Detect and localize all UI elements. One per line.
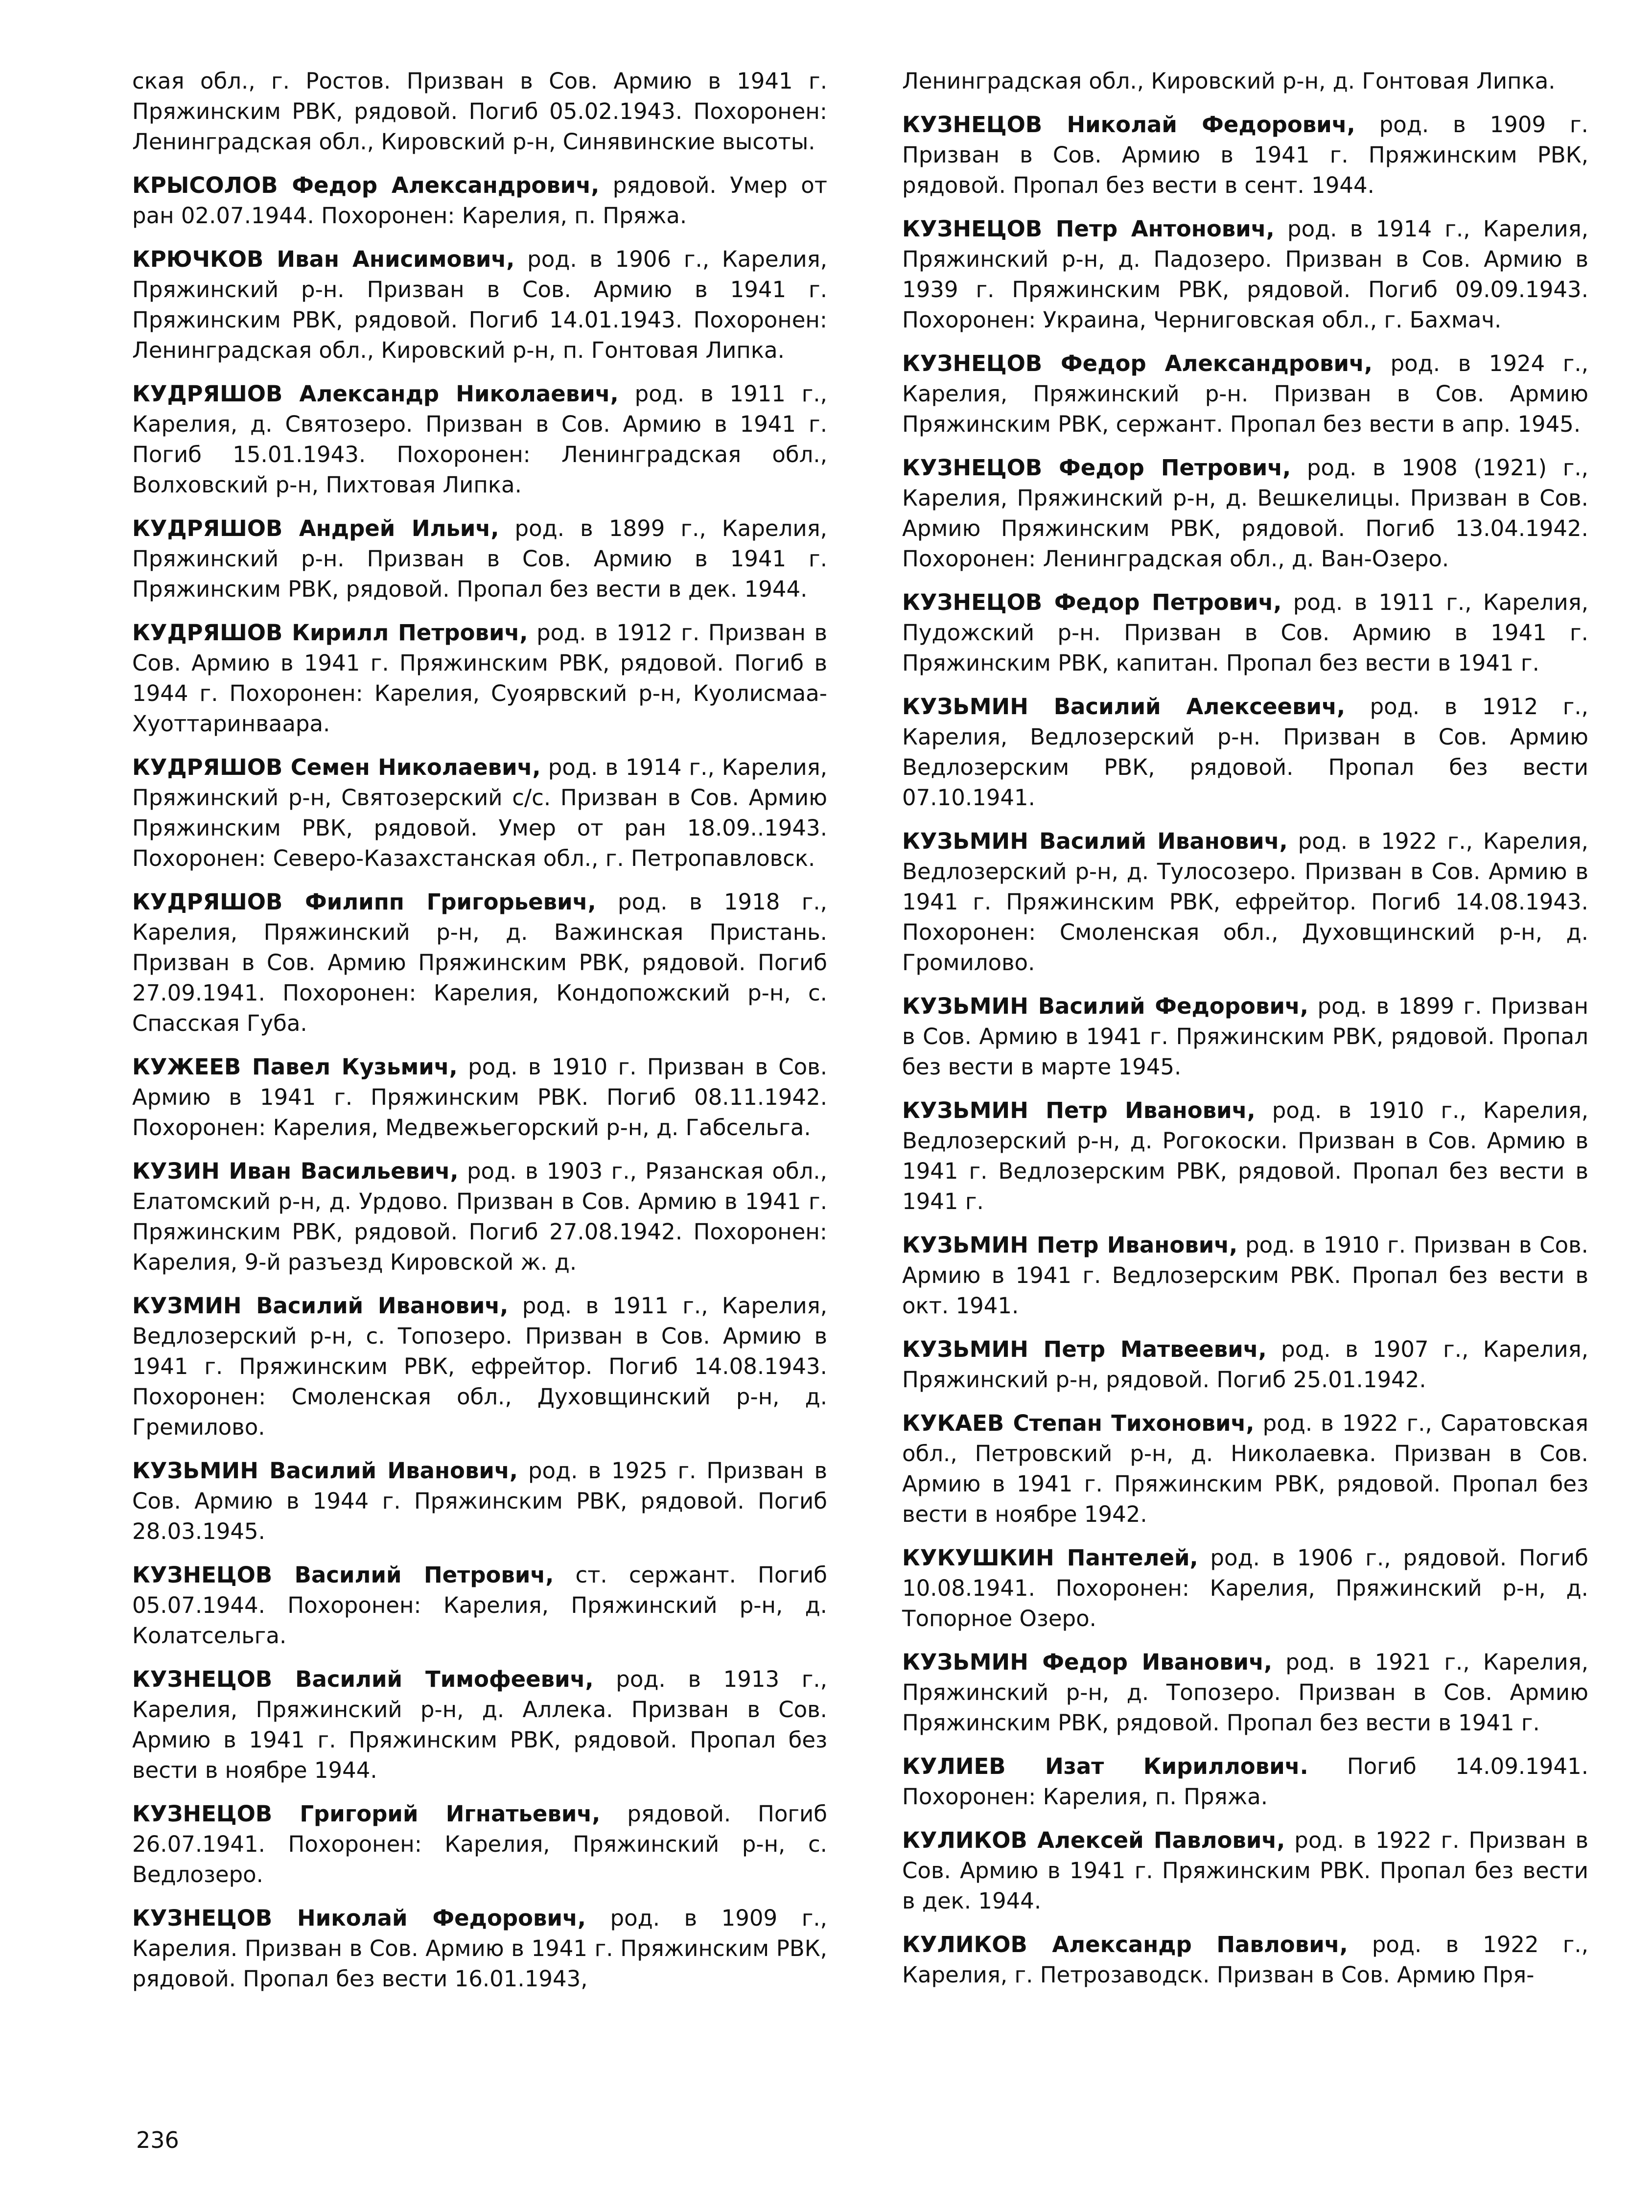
entry-name: КУЗЬМИН Василий Алексеевич, xyxy=(902,694,1346,720)
list-item xyxy=(902,587,1588,678)
list-item xyxy=(902,1543,1588,1634)
entry-text: род. в 1922 г. Призван в Сов. Армию в 1941 г. Пряжинским РВК. Пропал без вести в дек. 1944. xyxy=(902,1827,1588,1914)
entry-text: род. в 1912 г., Карелия, Ведлозерский р-н. Призван в Сов. Армию Ведлозерским РВК, рядовой. Пропал без вести 07.10.1941. xyxy=(902,694,1588,811)
list-item xyxy=(902,1230,1588,1321)
list-item xyxy=(902,1930,1588,1990)
entry-text: род. в 1911 г., Карелия, д. Святозеро. Призван в Сов. Армию в 1941 г. Погиб 15.01.1943. Похоронен: Ленинградская обл., Волховский р-н, Пихтовая Липка. xyxy=(132,381,827,498)
entry-text: род. в 1922 г., Карелия, Ведлозерский р-н, д. Тулосозеро. Призван в Сов. Армию в 1941 г. Пряжинским РВК, ефрейтор. Погиб 14.08.1943. Похоронен: Смоленская обл., Духовщинский р-н, д. Громилово. xyxy=(902,828,1588,976)
entry-text: род. в 1911 г., Карелия, Ведлозерский р-н, с. Топозеро. Призван в Сов. Армию в 1941 г. Пряжинским РВК, ефрейтор. Погиб 14.08.1943. Похоронен: Смоленская обл., Духовщинский р-н, д. Гремилово. xyxy=(132,1293,828,1440)
entry-text: род. в 1922 г., Карелия, г. Петрозаводск. Призван в Сов. Армию Пря- xyxy=(902,1932,1588,1988)
list-item xyxy=(132,1664,827,1786)
entry-name: КУЗНЕЦОВ Николай Федорович, xyxy=(132,1905,586,1931)
entry-name: КУКУШКИН Пантелей, xyxy=(902,1545,1198,1571)
entry-text: род. в 1903 г., Рязанская обл., Елатомский р-н, д. Урдово. Призван в Сов. Армию в 1941 г. Пряжинским РВК, рядовой. Погиб 27.08.1942. Похоронен: Карелия, 9-й разъезд Кировской ж. д. xyxy=(132,1158,827,1275)
entry-text: рядовой. Погиб 26.07.1941. Похоронен: Карелия, Пряжинский р-н, с. Ведлозеро. xyxy=(132,1801,827,1887)
entry-name: КУДРЯШОВ Александр Николаевич, xyxy=(132,381,619,407)
entry-text: рядовой. Умер от ран 02.07.1944. Похоронен: Карелия, п. Пряжа. xyxy=(132,172,827,229)
list-item xyxy=(902,349,1588,440)
list-item xyxy=(132,1799,827,1890)
list-item xyxy=(132,1560,827,1651)
list-item xyxy=(132,1052,827,1143)
entry-name: КУЛИЕВ Изат Кириллович. xyxy=(902,1753,1308,1779)
entry-name: КУДРЯШОВ Филипп Григорьевич, xyxy=(132,889,596,915)
list-item xyxy=(902,692,1588,813)
entry-text: род. в 1924 г., Карелия, Пряжинский р-н. Призван в Сов. Армию Пряжинским РВК, сержант. Пропал без вести в апр. 1945. xyxy=(902,350,1589,437)
list-item xyxy=(902,1334,1588,1395)
entry-text: род. в 1914 г., Карелия, Пряжинский р-н, д. Падозеро. Призван в Сов. Армию в 1939 г. Пряжинским РВК, рядовой. Погиб 09.09.1943. Похоронен: Украина, Черниговская обл., г. Бахмач. xyxy=(902,216,1589,333)
entry-name: КУДРЯШОВ Андрей Ильич, xyxy=(132,515,499,541)
list-item xyxy=(902,66,1588,96)
list-item xyxy=(132,1156,827,1278)
entry-name: КУЗЬМИН Василий Иванович, xyxy=(902,828,1288,854)
list-item xyxy=(902,826,1588,978)
list-item xyxy=(132,513,827,605)
list-item xyxy=(132,752,827,874)
list-item xyxy=(902,991,1588,1082)
entry-name: КУЖЕЕВ Павел Кузьмич, xyxy=(132,1054,458,1080)
entry-text: род. в 1899 г., Карелия, Пряжинский р-н. Призван в Сов. Армию в 1941 г. Пряжинским РВК, рядовой. Пропал без вести в дек. 1944. xyxy=(132,515,827,602)
list-item xyxy=(132,244,827,366)
list-item xyxy=(902,1095,1588,1217)
entry-name: КУЗИН Иван Васильевич, xyxy=(132,1158,459,1184)
entry-name: КУЛИКОВ Алексей Павлович, xyxy=(902,1827,1285,1853)
entry-name: КУЗНЕЦОВ Василий Петрович, xyxy=(132,1562,554,1588)
entry-text: род. в 1908 (1921) г., Карелия, Пряжинский р-н, д. Вешкелицы. Призван в Сов. Армию Пряжинским РВК, рядовой. Погиб 13.04.1942. Похоронен: Ленинградская обл., д. Ван-Озеро. xyxy=(902,455,1588,572)
list-item xyxy=(132,1291,827,1443)
list-item xyxy=(132,618,827,739)
list-item xyxy=(902,110,1588,201)
entry-name: КУЗНЕЦОВ Василий Тимофеевич, xyxy=(132,1666,594,1692)
list-item xyxy=(902,1825,1588,1916)
entry-text: род. в 1909 г. Призван в Сов. Армию в 1941 г. Пряжинским РВК, рядовой. Пропал без вести в сент. 1944. xyxy=(902,112,1588,198)
entry-name: КУЗНЕЦОВ Николай Федорович, xyxy=(902,112,1355,138)
entry-name: КУЗМИН Василий Иванович, xyxy=(132,1293,509,1319)
entry-name: КУЗНЕЦОВ Федор Александрович, xyxy=(902,350,1373,376)
entry-name: КРЫСОЛОВ Федор Александрович, xyxy=(132,172,600,198)
list-item xyxy=(132,1456,827,1547)
entry-text: ст. сержант. Погиб 05.07.1944. Похоронен: Карелия, Пряжинский р-н, д. Колатсельга. xyxy=(132,1562,828,1649)
entry-name: КУЗНЕЦОВ Петр Антонович, xyxy=(902,216,1275,242)
entry-text: род. в 1906 г., Карелия, Пряжинский р-н. Призван в Сов. Армию в 1941 г. Пряжинским РВК, рядовой. Погиб 14.01.1943. Похоронен: Ленинградская обл., Кировский р-н, п. Гонтовая Липка. xyxy=(132,246,827,363)
entry-text: род. в 1906 г., рядовой. Погиб 10.08.1941. Похоронен: Карелия, Пряжинский р-н, д. Топорное Озеро. xyxy=(902,1545,1589,1631)
list-item xyxy=(902,453,1588,574)
list-item xyxy=(132,66,827,157)
entry-text: род. в 1913 г., Карелия, Пряжинский р-н, д. Аллека. Призван в Сов. Армию в 1941 г. Пряжинским РВК, рядовой. Пропал без вести в ноябре 1944. xyxy=(132,1666,828,1783)
entry-text: Ленинградская обл., Кировский р-н, д. Гонтовая Липка. xyxy=(902,68,1556,94)
entry-text: род. в 1925 г. Призван в Сов. Армию в 1944 г. Пряжинским РВК, рядовой. Погиб 28.03.1945. xyxy=(132,1458,827,1544)
entry-text: род. в 1918 г., Карелия, Пряжинский р-н, д. Важинская Пристань. Призван в Сов. Армию Пряжинским РВК, рядовой. Погиб 27.09.1941. Похоронен: Карелия, Кондопожский р-н, с. Спасская Губа. xyxy=(132,889,827,1036)
list-item xyxy=(902,214,1588,335)
entry-name: КУДРЯШОВ Кирилл Петрович, xyxy=(132,620,528,646)
entry-name: КУЗНЕЦОВ Григорий Игнатьевич, xyxy=(132,1801,601,1827)
left-column xyxy=(132,66,827,2007)
list-item xyxy=(902,1647,1588,1738)
entry-text: род. в 1921 г., Карелия, Пряжинский р-н, д. Топозеро. Призван в Сов. Армию Пряжинским РВК, рядовой. Пропал без вести в 1941 г. xyxy=(902,1649,1588,1736)
entry-text: род. в 1910 г. Призван в Сов. Армию в 1941 г. Ведлозерским РВК. Пропал без вести в окт. 1941. xyxy=(902,1232,1588,1319)
entry-name: КУЗЬМИН Петр Матвеевич, xyxy=(902,1336,1267,1362)
entry-name: КУЗЬМИН Василий Иванович, xyxy=(132,1458,518,1484)
entry-text: род. в 1907 г., Карелия, Пряжинский р-н, рядовой. Погиб 25.01.1942. xyxy=(902,1336,1588,1393)
entry-name: КУЗЬМИН Василий Федорович, xyxy=(902,993,1308,1019)
entry-text: род. в 1899 г. Призван в Сов. Армию в 1941 г. Пряжинским РВК, рядовой. Пропал без вести в марте 1945. xyxy=(902,993,1588,1080)
list-item xyxy=(902,1408,1588,1530)
entry-text: род. в 1922 г., Саратовская обл., Петровский р-н, д. Николаевка. Призван в Сов. Армию в 1941 г. Пряжинским РВК, рядовой. Пропал без вести в ноябре 1942. xyxy=(902,1410,1588,1527)
entry-name: КУЗЬМИН Петр Иванович, xyxy=(902,1232,1238,1258)
entry-text: род. в 1912 г. Призван в Сов. Армию в 1941 г. Пряжинским РВК, рядовой. Погиб в 1944 г. Похоронен: Карелия, Суоярвский р-н, Куолисмаа-Хуоттаринваара. xyxy=(132,620,827,737)
list-item xyxy=(132,1903,827,1994)
list-item xyxy=(132,379,827,500)
entry-name: КУЗНЕЦОВ Федор Петрович, xyxy=(902,589,1282,615)
page-number: 236 xyxy=(136,2127,179,2153)
entry-name: КУКАЕВ Степан Тихонович, xyxy=(902,1410,1255,1436)
entry-text: ская обл., г. Ростов. Призван в Сов. Армию в 1941 г. Пряжинским РВК, рядовой. Погиб 05.02.1943. Похоронен: Ленинградская обл., Кировский р-н, Синявинские высоты. xyxy=(132,68,827,155)
entry-name: КУЗЬМИН Федор Иванович, xyxy=(902,1649,1273,1675)
entry-name: КУЛИКОВ Александр Павлович, xyxy=(902,1932,1348,1957)
list-item xyxy=(132,887,827,1039)
entry-name: КУЗНЕЦОВ Федор Петрович, xyxy=(902,455,1291,481)
entry-text: Погиб 14.09.1941. Похоронен: Карелия, п. Пряжа. xyxy=(902,1753,1589,1810)
list-item xyxy=(132,170,827,231)
entry-text: род. в 1914 г., Карелия, Пряжинский р-н, Святозерский с/с. Призван в Сов. Армию Пряжинским РВК, рядовой. Умер от ран 18.09..1943. Похоронен: Северо-Казахстанская обл., г. Петропавловск. xyxy=(132,754,828,871)
entry-text: род. в 1911 г., Карелия, Пудожский р-н. Призван в Сов. Армию в 1941 г. Пряжинским РВК, капитан. Пропал без вести в 1941 г. xyxy=(902,589,1588,676)
right-column xyxy=(902,66,1588,2003)
entry-name: КРЮЧКОВ Иван Анисимович, xyxy=(132,246,515,272)
entry-text: род. в 1909 г., Карелия. Призван в Сов. Армию в 1941 г. Пряжинским РВК, рядовой. Пропал без вести 16.01.1943, xyxy=(132,1905,827,1992)
entry-name: КУЗЬМИН Петр Иванович, xyxy=(902,1097,1256,1123)
list-item xyxy=(902,1751,1588,1812)
entry-text: род. в 1910 г. Призван в Сов. Армию в 1941 г. Пряжинским РВК. Погиб 08.11.1942. Похоронен: Карелия, Медвежьегорский р-н, д. Габсельга. xyxy=(132,1054,827,1141)
entry-text: род. в 1910 г., Карелия, Ведлозерский р-н, д. Рогокоски. Призван в Сов. Армию в 1941 г. Ведлозерским РВК, рядовой. Пропал без вести в 1941 г. xyxy=(902,1097,1589,1214)
entry-name: КУДРЯШОВ Семен Николаевич, xyxy=(132,754,541,780)
